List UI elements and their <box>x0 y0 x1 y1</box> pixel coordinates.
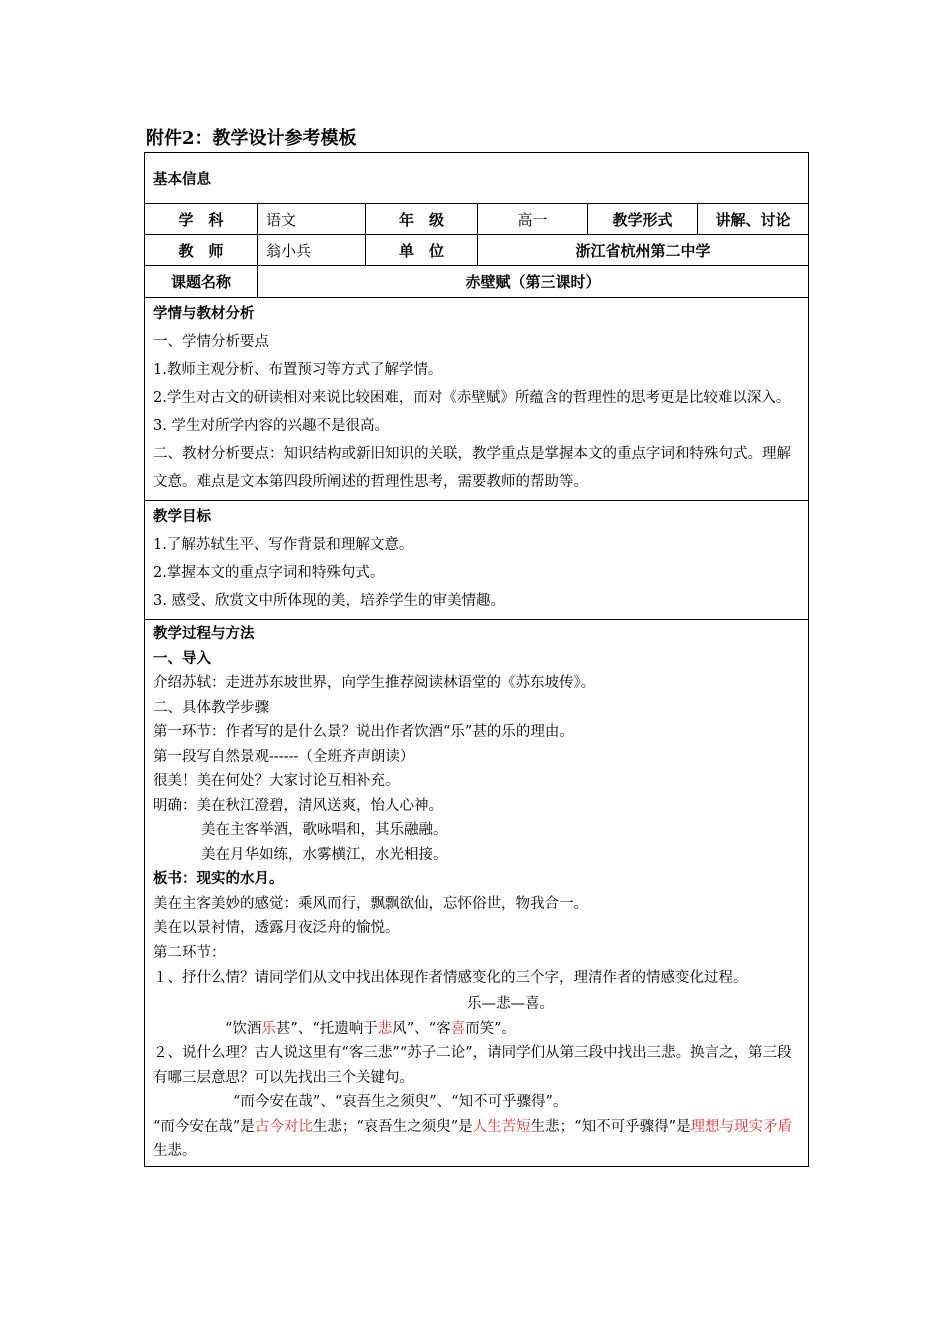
steps-heading: 二、具体教学步骤 <box>153 699 269 716</box>
step1-text: 第一环节：作者写的是什么景？说出作者饮酒“乐”甚的乐的理由。 <box>153 724 574 740</box>
label-unit: 单 位 <box>365 235 477 265</box>
label-subject: 学 科 <box>178 210 224 229</box>
clarify-line: 美在主客举酒，歌咏唱和，其乐融融。 <box>201 822 448 838</box>
info-row-subject <box>145 203 808 234</box>
goals-section <box>145 500 808 619</box>
analysis-heading: 学情与教材分析 <box>153 305 255 322</box>
red-phrase: 古今对比 <box>254 1118 313 1135</box>
basic-info-row <box>145 153 808 203</box>
question3-text: ２、说什么理？古人说这里有“客三悲”“苏子二论”，请同学们从第三段中找出三悲。换言之，第三段有哪三层意思？可以先找出三个关键句。 <box>153 1045 792 1086</box>
emotion-chain: 乐—悲—喜。 <box>467 996 554 1012</box>
analysis-line: 3. 学生对所学内容的兴趣不是很高。 <box>153 418 389 434</box>
analysis-line: 1.教师主观分析、布置预习等方式了解学情。 <box>153 362 443 378</box>
intro-text: 介绍苏轼：走进苏东坡世界，向学生推荐阅读林语堂的《苏东坡传》。 <box>153 675 596 691</box>
value-unit: 浙江省杭州第二中学 <box>477 235 808 265</box>
goal-line: 3. 感受、欣赏文中所体现的美，培养学生的审美情趣。 <box>153 593 505 609</box>
process-heading: 教学过程与方法 <box>153 625 255 642</box>
goals-heading: 教学目标 <box>153 508 211 525</box>
red-phrase: 人生苦短 <box>472 1118 531 1135</box>
label-teaching-form: 教学形式 <box>587 204 697 234</box>
label-grade: 年 级 <box>365 204 477 234</box>
conclusion-text: “而今安在哉”是古今对比生悲；“哀吾生之须臾”是人生苦短生悲；“知不可乎骤得”是理想与现实矛盾生悲。 <box>153 1118 792 1159</box>
label-topic: 课题名称 <box>170 273 231 291</box>
goal-line: 2.掌握本文的重点字词和特殊句式。 <box>153 565 385 581</box>
basic-info-heading: 基本信息 <box>153 171 211 188</box>
red-phrase: 理想与现实矛盾 <box>690 1118 792 1135</box>
analysis-line: 二、教材分析要点：知识结构或新旧知识的关联，教学重点是掌握本文的重点字词和特殊句式。理解文意。难点是文本第四段所阐述的哲理性思考，需要教师的帮助等。 <box>153 446 791 490</box>
question1-text: 很美！美在何处？大家讨论互相补充。 <box>153 773 400 789</box>
info-row-teacher <box>145 234 808 265</box>
emotion-quotes: “饮酒乐甚”、“托遗响于悲风”、“客喜而笑”。 <box>225 1020 516 1037</box>
analysis-line: 2.学生对古文的研读相对来说比较困难，而对《赤壁赋》所蕴含的哲理性的思考更是比较难以深入。 <box>153 390 791 406</box>
value-grade: 高一 <box>477 204 587 234</box>
goal-line: 1.了解苏轼生平、写作背景和理解文意。 <box>153 537 414 553</box>
design-table <box>144 152 809 1167</box>
sorrow-quotes: “而今安在哉”、“哀吾生之须臾”、“知不可乎骤得”。 <box>233 1094 568 1110</box>
analysis-section <box>145 297 808 500</box>
board-note: 板书：现实的水月。 <box>153 870 284 887</box>
clarify-line: 明确：美在秋江澄碧，清风送爽，怡人心神。 <box>153 797 443 814</box>
feeling-line: 美在以景衬情，透露月夜泛舟的愉悦。 <box>153 920 400 936</box>
value-subject: 语文 <box>257 204 365 234</box>
red-word: 喜 <box>450 1020 466 1037</box>
value-teacher: 翁小兵 <box>257 235 365 265</box>
red-word: 悲 <box>377 1020 393 1037</box>
document-title: 附件2：教学设计参考模板 <box>146 128 357 149</box>
label-teacher: 教 师 <box>178 241 224 260</box>
red-word: 乐 <box>261 1020 276 1037</box>
question2-text: １、抒什么情？请同学们从文中找出体现作者情感变化的三个字，理清作者的情感变化过程。 <box>153 970 748 986</box>
process-section <box>145 619 808 1166</box>
value-topic: 赤壁赋（第三课时） <box>257 266 808 297</box>
step2-text: 第二环节： <box>153 944 226 961</box>
topic-row <box>145 265 808 297</box>
clarify-line: 美在月华如练，水雾横江，水光相接。 <box>201 846 448 863</box>
intro-heading: 一、导入 <box>153 649 211 667</box>
para1-text: 第一段写自然景观------（全班齐声朗读） <box>153 748 415 765</box>
feeling-line: 美在主客美妙的感觉：乘风而行，飘飘欲仙，忘怀俗世，物我合一。 <box>153 895 588 912</box>
analysis-line: 一、学情分析要点 <box>153 334 269 350</box>
value-teaching-form: 讲解、讨论 <box>697 204 808 234</box>
